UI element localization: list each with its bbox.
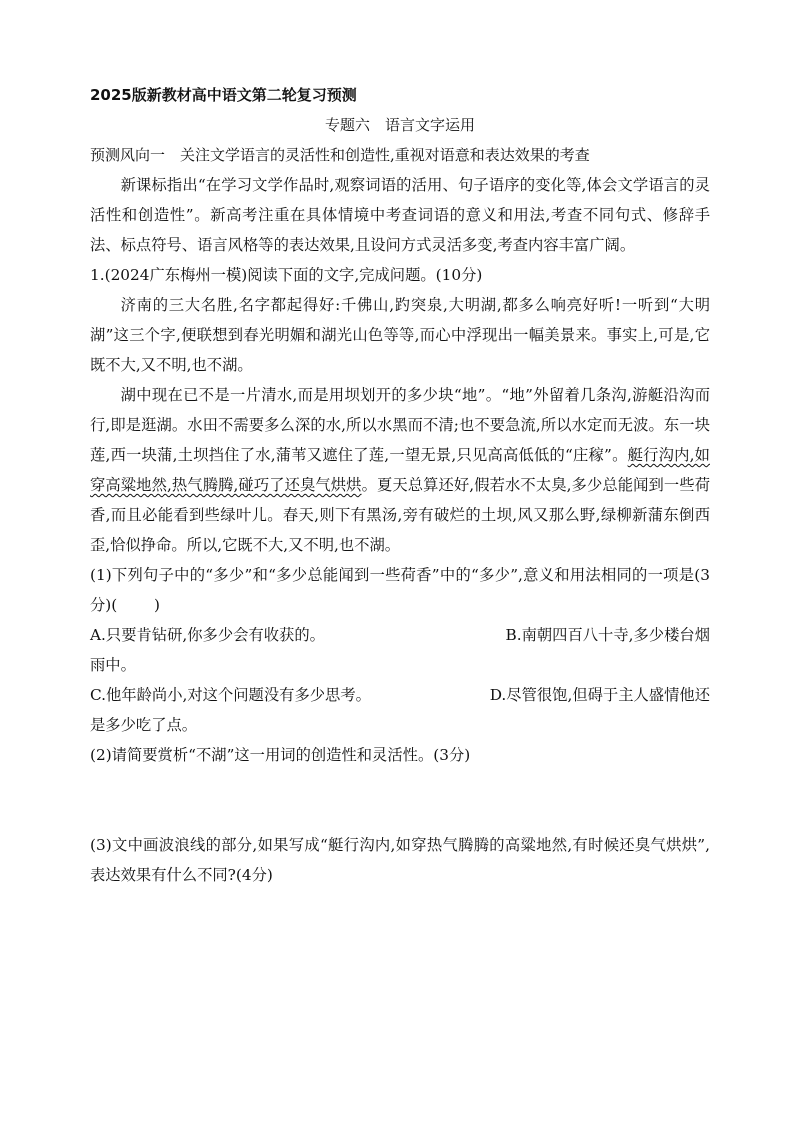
question-header: 1.(2024广东梅州一模)阅读下面的文字,完成问题。(10分)	[90, 266, 483, 284]
options-row-cd	[90, 680, 710, 710]
wavy-underlined-text: 艇行沟内,如穿高粱地然,热气腾腾,碰巧了还臭气烘烘	[90, 446, 710, 494]
option-b: B.南朝四百八十寺,多少楼台烟	[505, 626, 710, 644]
intro-paragraph: 新课标指出“在学习文学作品时,观察词语的活用、句子语序的变化等,体会文学语言的灵活性和创造性”。新高考注重在具体情境中考查词语的意义和用法,考查不同句式、修辞手法、标点符号、语言风格等的表达效果,且设问方式灵活多变,考查内容丰富广阔。	[90, 176, 710, 254]
option-a: A.只要肯钻研,你多少会有收获的。	[90, 626, 325, 644]
option-d-continuation: 是多少吃了点。	[90, 716, 198, 734]
sub-question-3-stem: (3)文中画波浪线的部分,如果写成“艇行沟内,如穿热气腾腾的高粱地然,有时候还臭气烘烘”,表达效果有什么不同?(4分)	[90, 836, 710, 884]
sub-question-2-stem: (2)请简要赏析“不湖”这一用词的创造性和灵活性。(3分)	[90, 746, 471, 764]
passage-paragraph-1: 济南的三大名胜,名字都起得好:千佛山,趵突泉,大明湖,都多么响亮好听!一听到“大明湖”这三个字,便联想到春光明媚和湖光山色等等,而心中浮现出一幅美景来。事实上,可是,它既不大,又不明,也不湖。	[90, 296, 710, 374]
section-title: 专题六 语言文字运用	[324, 116, 475, 134]
options-row-ab	[90, 620, 710, 650]
sub-question-1-close: )	[153, 596, 160, 614]
sub-question-1-text: (1)下列句子中的“多少”和“多少总能闻到一些荷香”中的“多少”,意义和用法相同的一项是(3分)(	[90, 566, 710, 614]
option-d: D.尽管很饱,但碍于主人盛情他还	[489, 686, 710, 704]
passage-text: 湖中现在已不是一片清水,而是用坝划开的多少块“地”。“地”外留着几条沟,游艇沿沟而行,即是逛湖。水田不需要多么深的水,所以水黑而不清;也不要急流,所以水定而无波。东一块莲,西一块蒲,土坝挡住了水,蒲苇又遮住了莲,一望无景,只见高高低低的“庄稼”。	[90, 386, 710, 464]
sub-question-1-stem	[90, 560, 710, 620]
answer-space	[90, 770, 710, 830]
option-c: C.他年龄尚小,对这个问题没有多少思考。	[90, 686, 371, 704]
document-page	[90, 80, 710, 890]
direction-heading: 预测风向一 关注文学语言的灵活性和创造性,重视对语意和表达效果的考查	[90, 146, 590, 164]
option-b-continuation: 雨中。	[90, 656, 136, 674]
document-header-title: 2025版新教材高中语文第二轮复习预测	[90, 86, 357, 104]
passage-paragraph-2	[90, 380, 710, 560]
passage-text: 。夏天总算还好,假若水不太臭,多少总能闻到一些荷香,而且必能看到些绿叶儿。春天,则下有黑汤,旁有破烂的土坝,风又那么野,绿柳新蒲东倒西歪,恰似挣命。所以,它既不大,又不明,也不湖。	[90, 476, 710, 554]
